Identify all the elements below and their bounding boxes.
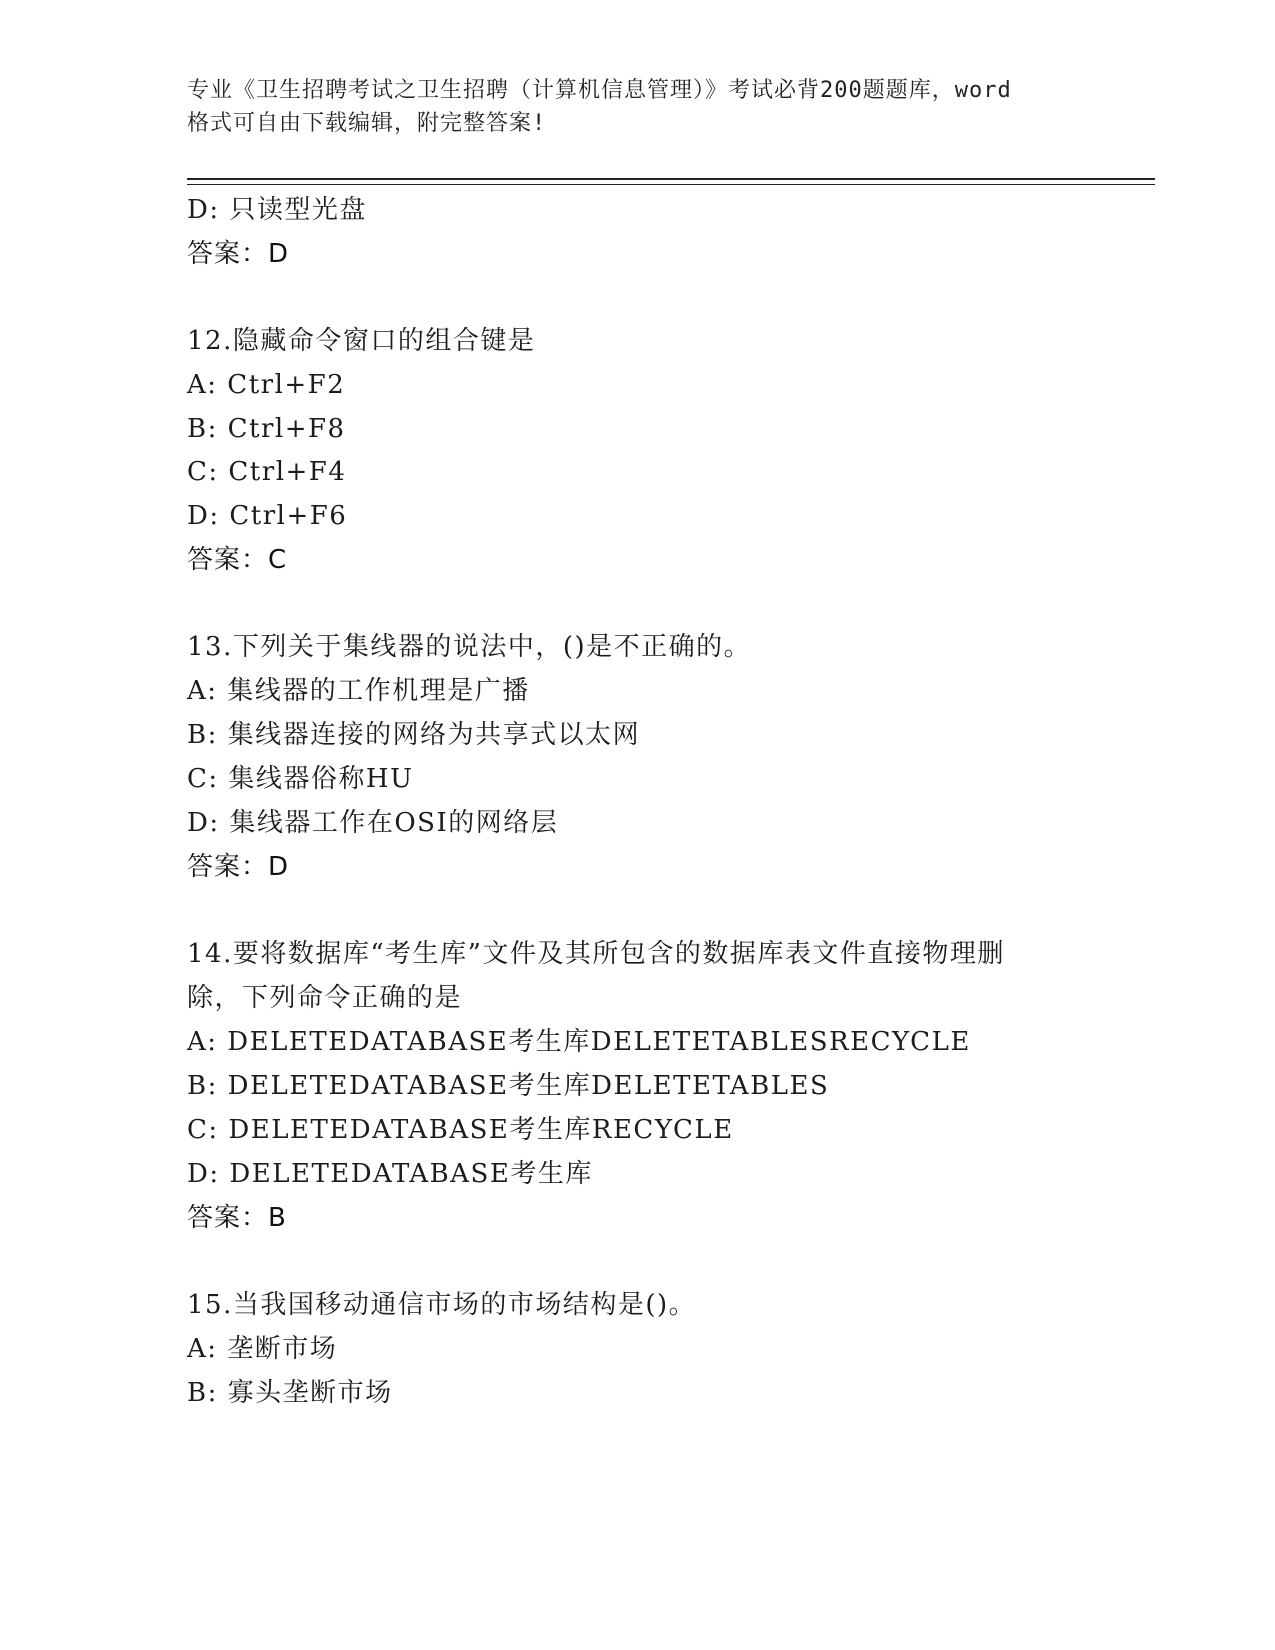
document-header: [187, 74, 1087, 140]
q12-stem: 12.隐藏命令窗口的组合键是: [187, 326, 536, 356]
q15-option-a: A: 垄断市场: [187, 1334, 338, 1364]
q12-answer: 答案：C: [187, 545, 288, 575]
header-divider-thin: [187, 184, 1155, 185]
prev-option-d: D: 只读型光盘: [187, 195, 367, 225]
q12-option-d: D: Ctrl+F6: [187, 501, 348, 531]
q14-option-a: A: DELETEDATABASE考生库DELETETABLESRECYCLE: [187, 1027, 971, 1057]
header-line-1: 专业《卫生招聘考试之卫生招聘（计算机信息管理）》考试必背200题题库，word: [187, 78, 1012, 103]
q13-option-d: D: 集线器工作在OSI的网络层: [187, 808, 559, 838]
q13-option-c: C: 集线器俗称HU: [187, 764, 414, 794]
q13-stem: 13.下列关于集线器的说法中，()是不正确的。: [187, 632, 752, 662]
q14-option-b: B: DELETEDATABASE考生库DELETETABLES: [187, 1071, 830, 1101]
q15-option-b: B: 寡头垄断市场: [187, 1378, 393, 1408]
q15-stem: 15.当我国移动通信市场的市场结构是()。: [187, 1290, 697, 1320]
q13-answer: 答案：D: [187, 852, 290, 882]
q12-option-a: A: Ctrl+F2: [187, 370, 346, 400]
header-line-2: 格式可自由下载编辑，附完整答案!: [187, 111, 547, 136]
q12-option-b: B: Ctrl+F8: [187, 414, 346, 444]
q14-option-d: D: DELETEDATABASE考生库: [187, 1159, 593, 1189]
q14-stem-line-1: 14.要将数据库“考生库”文件及其所包含的数据库表文件直接物理删: [187, 939, 1005, 969]
q12-option-c: C: Ctrl+F4: [187, 457, 347, 487]
q13-option-b: B: 集线器连接的网络为共享式以太网: [187, 720, 641, 750]
q14-option-c: C: DELETEDATABASE考生库RECYCLE: [187, 1115, 734, 1145]
prev-answer: 答案：D: [187, 239, 290, 269]
q14-stem-line-2: 除，下列命令正确的是: [187, 983, 463, 1013]
q14-answer: 答案：B: [187, 1203, 287, 1233]
header-divider-thick: [187, 178, 1155, 180]
q13-option-a: A: 集线器的工作机理是广播: [187, 676, 530, 706]
